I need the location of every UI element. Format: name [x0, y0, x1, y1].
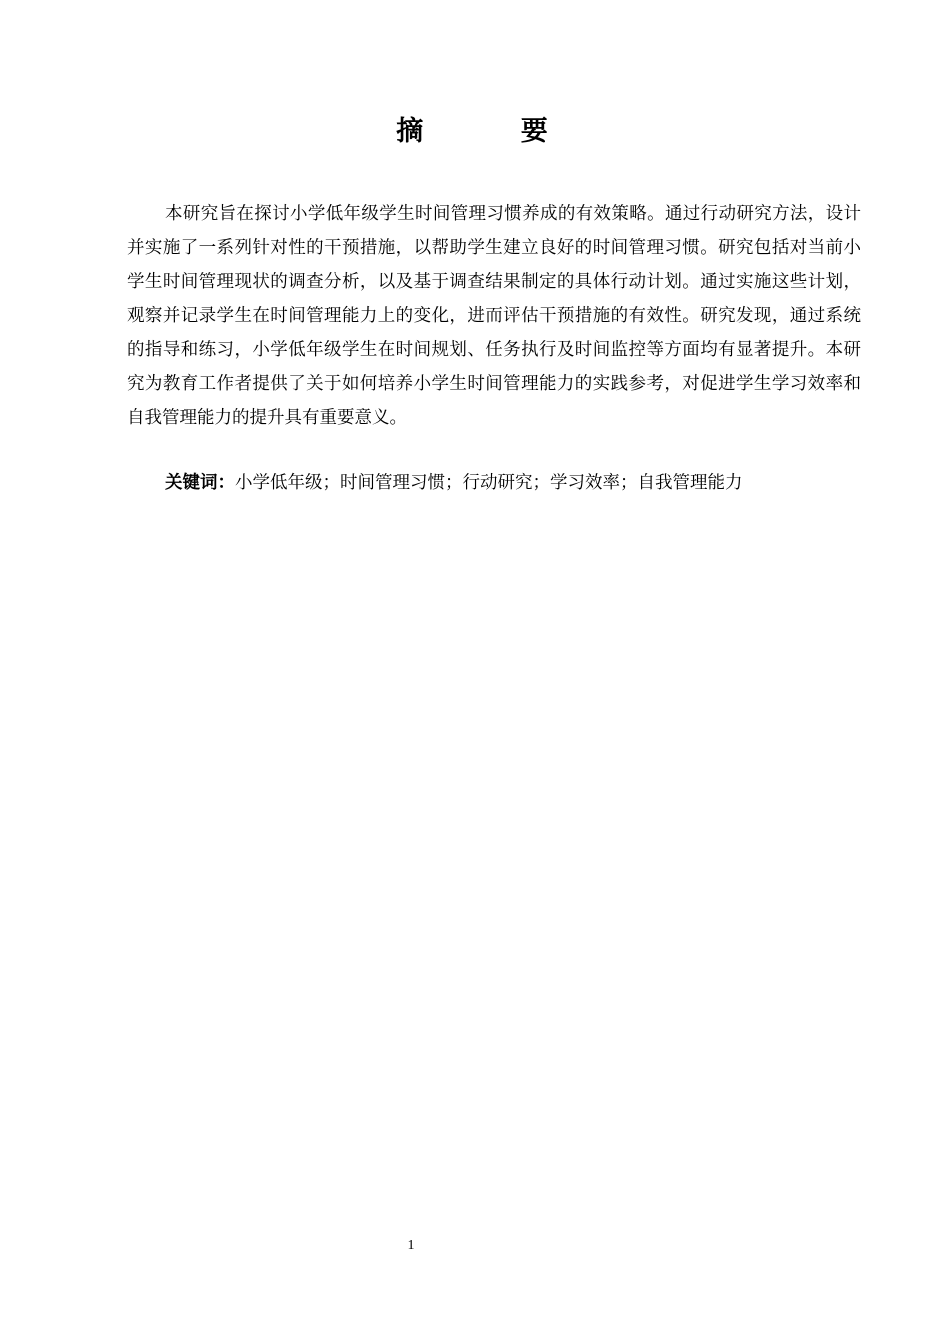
abstract-body: 本研究旨在探讨小学低年级学生时间管理习惯养成的有效策略。通过行动研究方法，设计并实施了一系列针对性的干预措施，以帮助学生建立良好的时间管理习惯。研究包括对当前小学生时间管理现状的调查分析，以及基于调查结果制定的具体行动计划。通过实施这些计划，观察并记录学生在时间管理能力上的变化，进而评估干预措施的有效性。研究发现，通过系统的指导和练习，小学低年级学生在时间规划、任务执行及时间监控等方面均有显著提升。本研究为教育工作者提供了关于如何培养小学生时间管理能力的实践参考，对促进学生学习效率和自我管理能力的提升具有重要意义。 [127, 204, 861, 428]
keywords-line [165, 466, 865, 500]
keywords-label: 关键词： [165, 473, 235, 493]
keywords-list: 小学低年级；时间管理习惯；行动研究；学习效率；自我管理能力 [235, 473, 743, 493]
page-number: 1 [407, 1238, 415, 1253]
abstract-title: 摘 要 [396, 116, 592, 147]
